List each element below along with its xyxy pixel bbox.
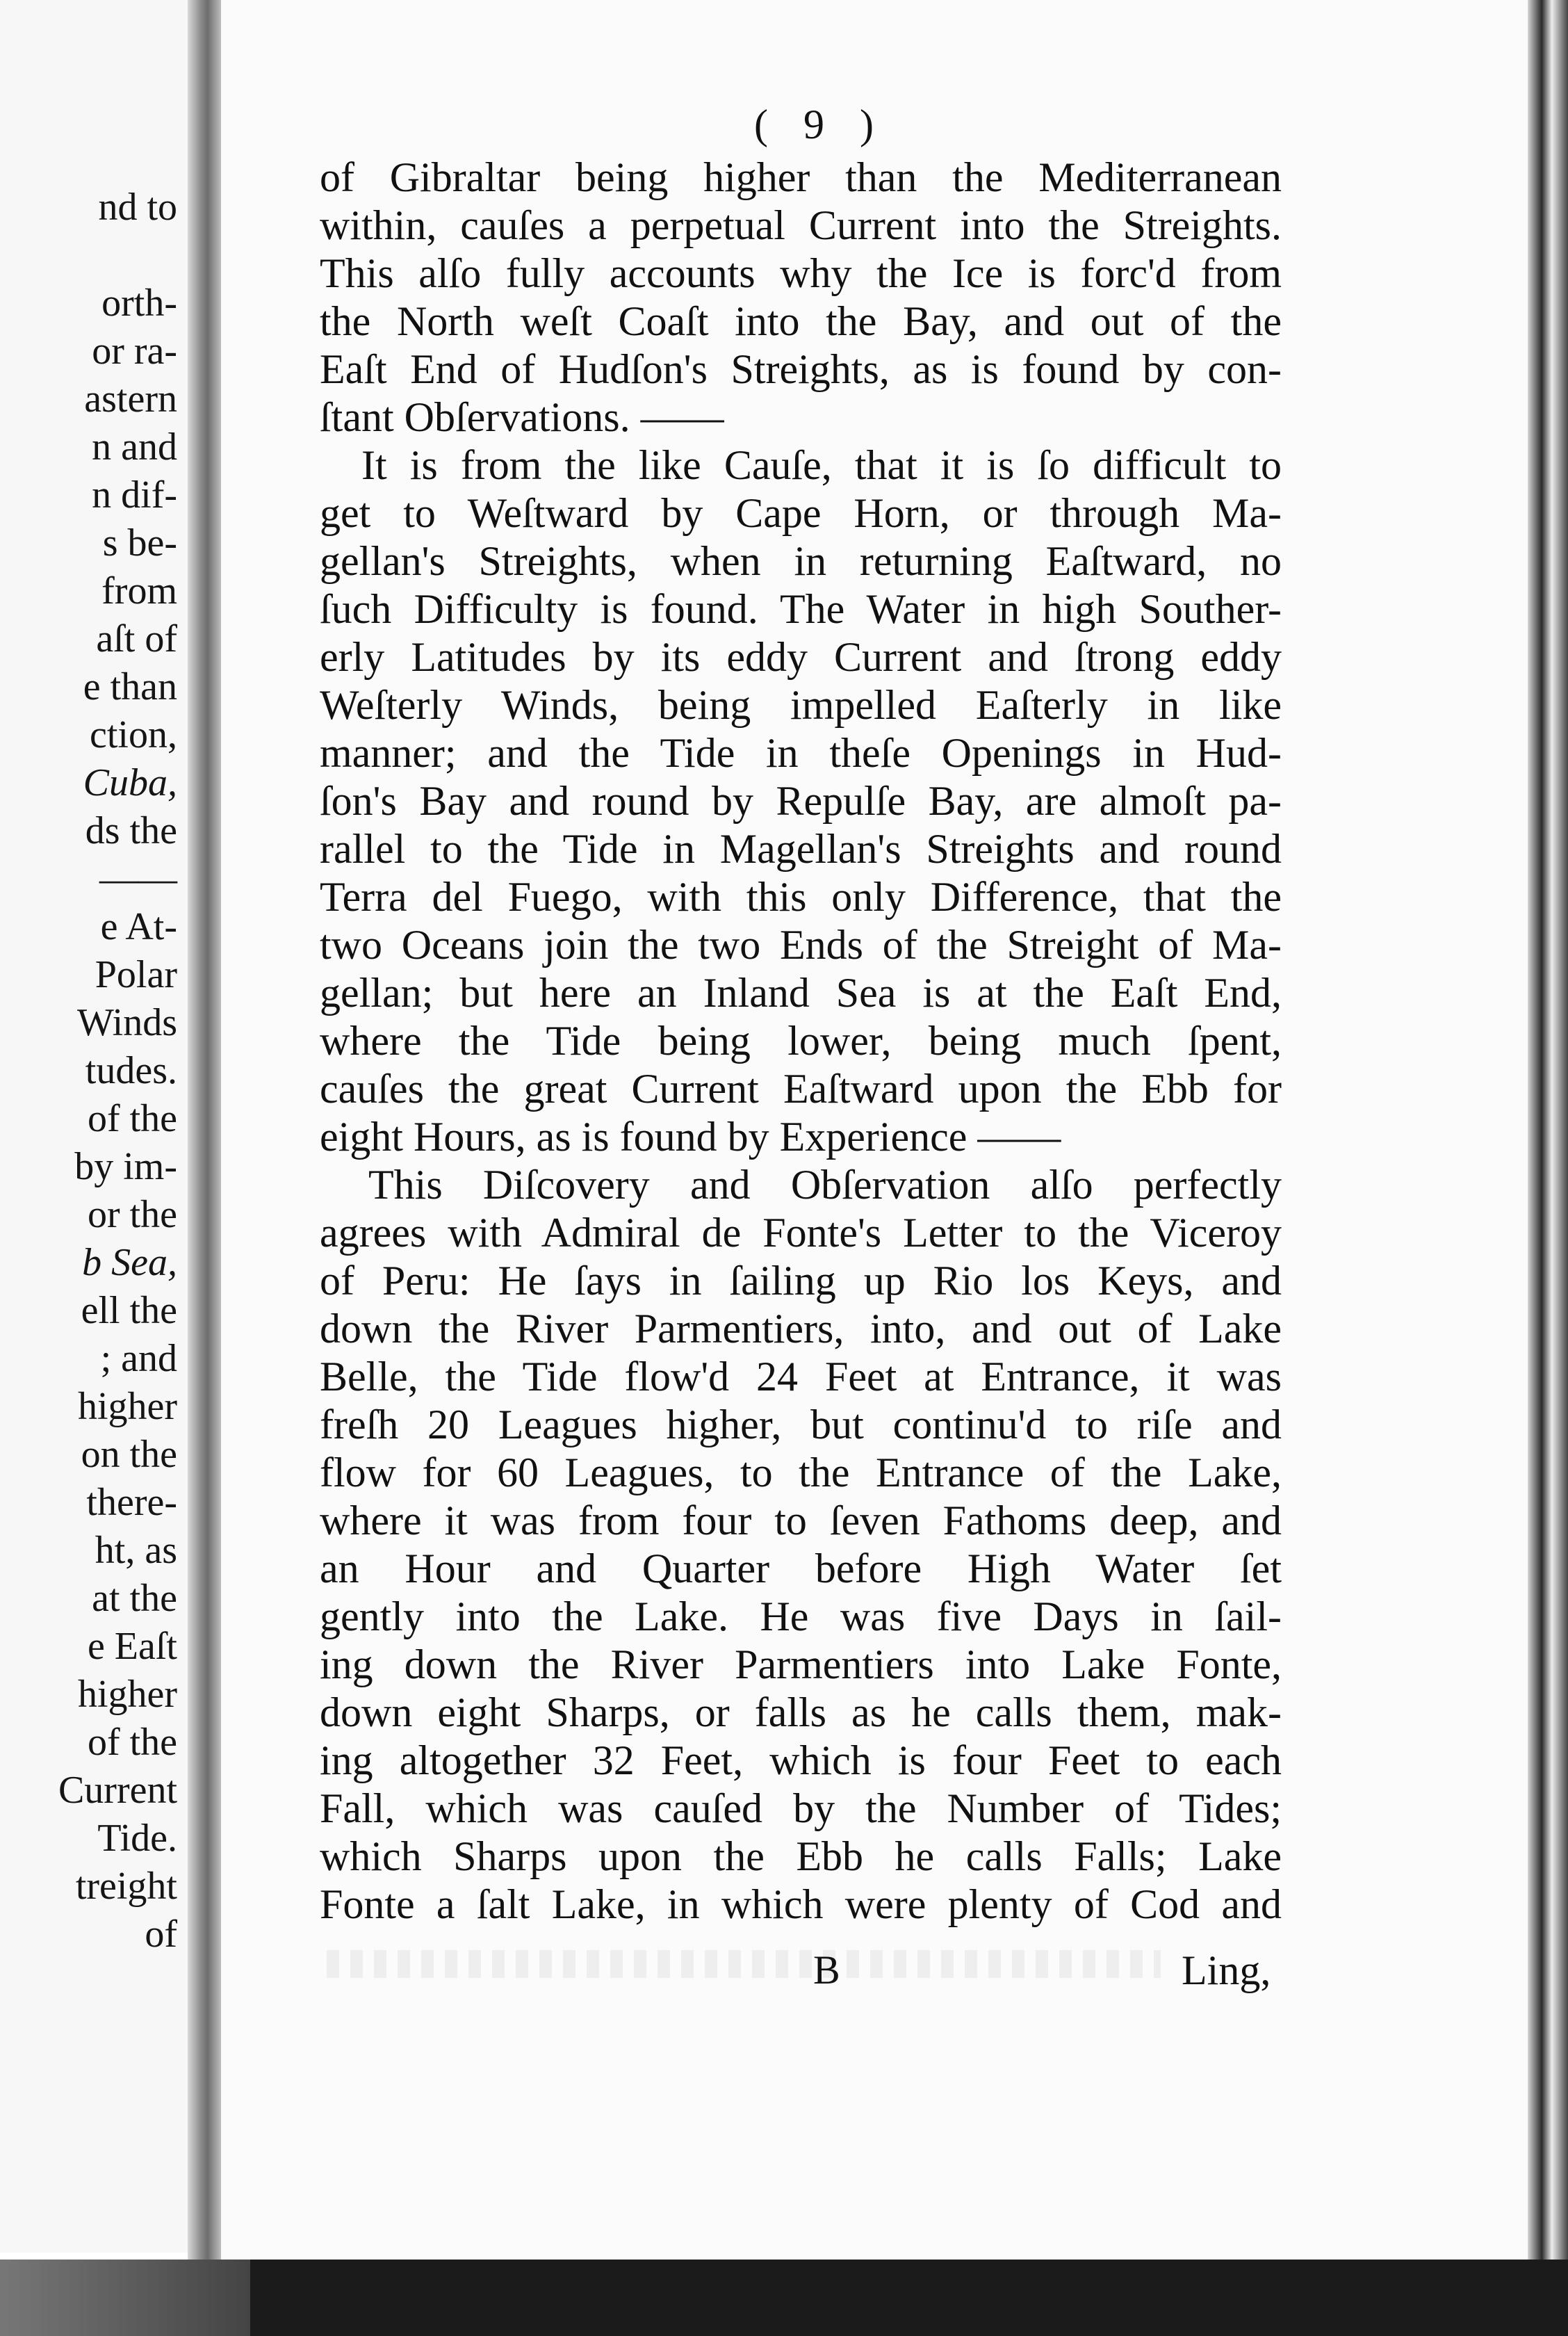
- text-line: agrees with Admiral de Fonte's Letter to the Viceroy: [320, 1210, 1282, 1256]
- text-line: down the River Parmentiers, into, and out of Lake: [320, 1306, 1282, 1352]
- text-line: Weſterly Winds, being impelled Eaſterly in like: [320, 682, 1282, 728]
- margin-fragment: or ra-: [92, 330, 177, 373]
- text-line: an Hour and Quarter before High Water ſet: [320, 1546, 1282, 1591]
- book-gutter: [188, 0, 221, 2266]
- margin-fragment: e than: [83, 665, 177, 708]
- text-line: erly Latitudes by its eddy Current and ſtrong eddy: [320, 634, 1282, 680]
- text-line: Eaſt End of Hudſon's Streights, as is found by con-: [320, 346, 1282, 392]
- margin-fragment: ction,: [90, 713, 177, 756]
- margin-fragment: orth-: [101, 282, 177, 325]
- text-line: which Sharps upon the Ebb he calls Falls; Lake: [320, 1833, 1282, 1879]
- margin-fragment: Winds: [77, 1001, 177, 1044]
- page-edge-shadow: [1528, 0, 1568, 2294]
- text-line: the North weſt Coaſt into the Bay, and out of the: [320, 298, 1282, 344]
- catchword: Ling,: [1182, 1947, 1271, 1993]
- text-line: Fonte a ſalt Lake, in which were plenty of Cod and: [320, 1881, 1282, 1927]
- margin-fragment: nd to: [98, 186, 177, 229]
- margin-fragment: e Eaſt: [87, 1625, 177, 1668]
- text-line: eight Hours, as is found by Experience ——: [320, 1114, 1061, 1160]
- margin-fragment: higher: [77, 1385, 177, 1428]
- text-line: Fall, which was cauſed by the Number of Tides;: [320, 1785, 1282, 1831]
- margin-fragment: Polar: [95, 953, 177, 996]
- margin-fragment: n dif-: [92, 473, 177, 517]
- margin-fragment: from: [101, 569, 177, 613]
- scan-bottom-left-shade: [0, 2260, 250, 2336]
- margin-fragment: higher: [77, 1673, 177, 1716]
- text-line: gellan; but here an Inland Sea is at the Eaſt End,: [320, 970, 1282, 1016]
- text-line: It is from the like Cauſe, that it is ſo difficult to: [361, 442, 1282, 488]
- margin-fragment: or the: [87, 1193, 177, 1236]
- margin-fragment: ——: [99, 857, 177, 900]
- margin-fragment: there-: [86, 1481, 177, 1524]
- margin-fragment: tudes.: [85, 1049, 177, 1092]
- margin-fragment: n and: [92, 425, 177, 469]
- text-line: rallel to the Tide in Magellan's Streights and round: [320, 826, 1282, 872]
- margin-fragment: ; and: [100, 1337, 177, 1380]
- page-number: ( 9 ): [754, 102, 886, 147]
- margin-fragment: of: [145, 1913, 177, 1956]
- text-line: within, cauſes a perpetual Current into the Streights.: [320, 202, 1282, 248]
- margin-fragment: Tide.: [97, 1817, 177, 1860]
- margin-fragment: b Sea,: [82, 1241, 177, 1284]
- text-line: manner; and the Tide in theſe Openings in Hud-: [320, 730, 1282, 776]
- text-line: This Diſcovery and Obſervation alſo perfectly: [368, 1162, 1282, 1208]
- margin-fragment: ht, as: [95, 1529, 177, 1572]
- text-line: of Gibraltar being higher than the Mediterranean: [320, 154, 1282, 200]
- scan-bottom-border: [0, 2260, 1568, 2336]
- text-line: ſtant Obſervations. ——: [320, 394, 724, 440]
- margin-fragment: of the: [87, 1097, 177, 1140]
- text-line: ing down the River Parmentiers into Lake Fonte,: [320, 1641, 1282, 1687]
- text-line: gellan's Streights, when in returning Eaſtward, no: [320, 538, 1282, 584]
- text-line: ſon's Bay and round by Repulſe Bay, are almoſt pa-: [320, 778, 1282, 824]
- margin-fragment: Current: [58, 1769, 177, 1812]
- text-line: This alſo fully accounts why the Ice is forc'd from: [320, 250, 1282, 296]
- text-line: freſh 20 Leagues higher, but continu'd to riſe and: [320, 1402, 1282, 1447]
- left-page-edge: [0, 0, 188, 2253]
- text-line: cauſes the great Current Eaſtward upon the Ebb for: [320, 1066, 1282, 1112]
- show-through-text: [327, 1950, 1161, 1978]
- text-line: where it was from four to ſeven Fathoms deep, and: [320, 1498, 1282, 1543]
- margin-fragment: s be-: [102, 521, 177, 565]
- text-line: gently into the Lake. He was five Days in ſail-: [320, 1593, 1282, 1639]
- text-line: of Peru: He ſays in ſailing up Rio los Keys, and: [320, 1258, 1282, 1304]
- text-line: where the Tide being lower, being much ſpent,: [320, 1018, 1282, 1064]
- text-line: Belle, the Tide flow'd 24 Feet at Entrance, it was: [320, 1354, 1282, 1400]
- margin-fragment: treight: [75, 1865, 177, 1908]
- text-line: down eight Sharps, or falls as he calls them, mak-: [320, 1689, 1282, 1735]
- signature-mark: B: [813, 1947, 840, 1993]
- margin-fragment: astern: [84, 378, 177, 421]
- margin-fragment: Cuba,: [83, 761, 177, 804]
- text-line: flow for 60 Leagues, to the Entrance of the Lake,: [320, 1450, 1282, 1495]
- margin-fragment: by im-: [74, 1145, 177, 1188]
- text-line: get to Weſtward by Cape Horn, or through Ma-: [320, 490, 1282, 536]
- margin-fragment: on the: [81, 1433, 177, 1476]
- margin-fragment: ell the: [81, 1289, 177, 1332]
- margin-fragment: aſt of: [96, 617, 177, 660]
- margin-fragment: e At-: [100, 905, 177, 948]
- text-line: two Oceans join the two Ends of the Streight of Ma-: [320, 922, 1282, 968]
- text-line: Terra del Fuego, with this only Difference, that the: [320, 874, 1282, 920]
- text-line: ſuch Difficulty is found. The Water in high Souther-: [320, 586, 1282, 632]
- text-line: ing altogether 32 Feet, which is four Feet to each: [320, 1737, 1282, 1783]
- margin-fragment: at the: [92, 1577, 177, 1620]
- margin-fragment: ds the: [85, 809, 177, 852]
- margin-fragment: of the: [87, 1721, 177, 1764]
